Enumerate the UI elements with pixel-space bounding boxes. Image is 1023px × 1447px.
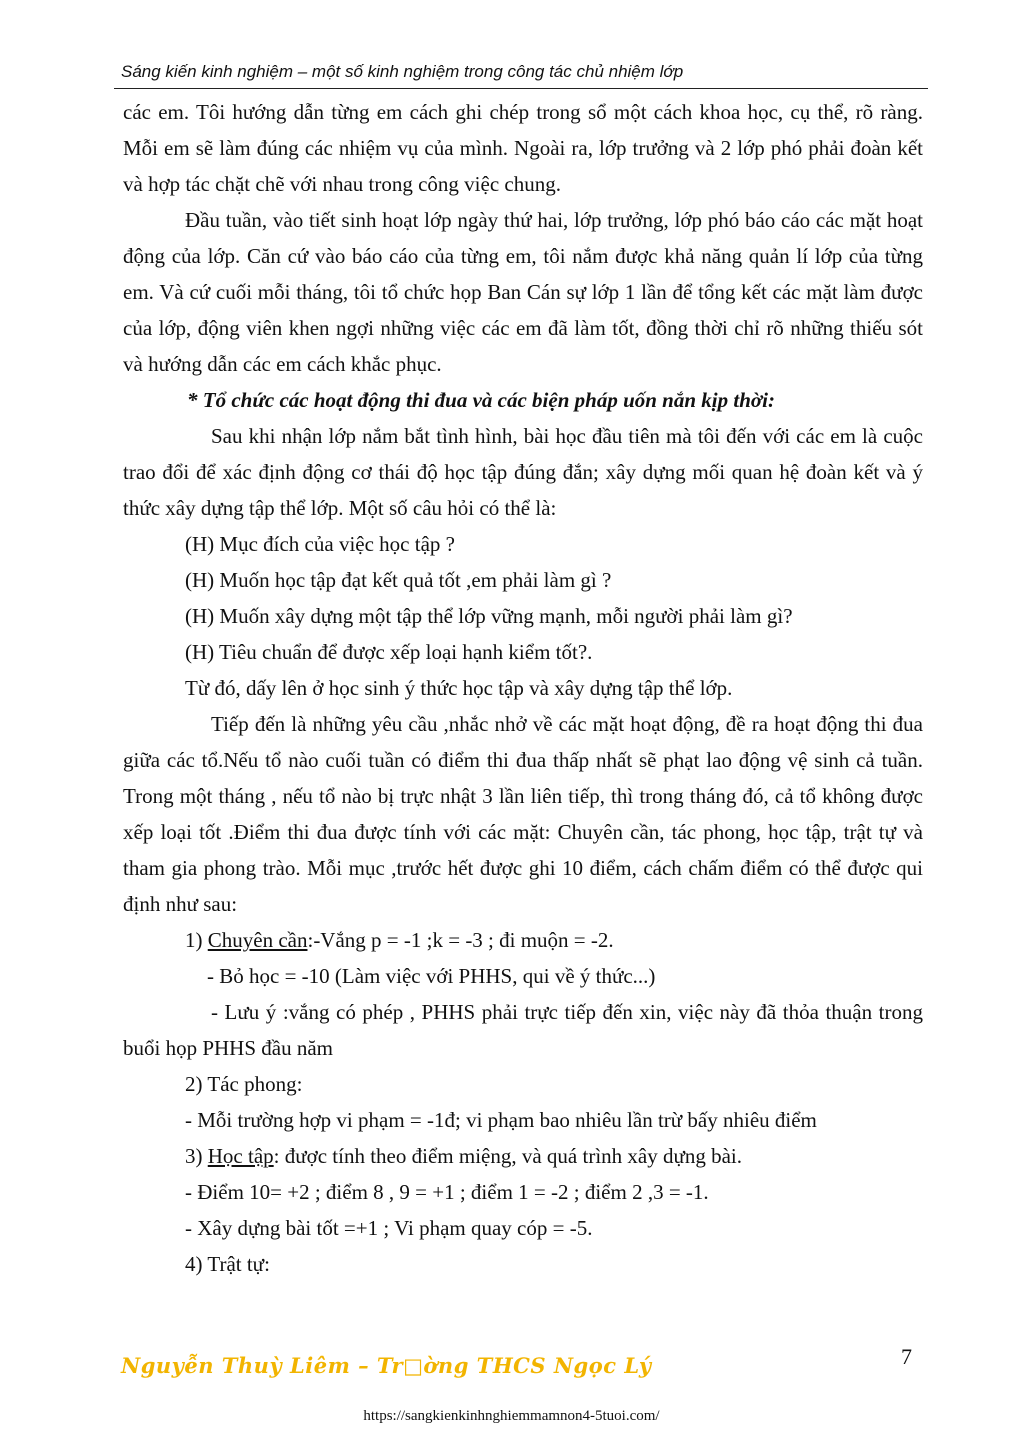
item-1-label: Chuyên cần [207,928,308,952]
paragraph-3: Sau khi nhận lớp nắm bắt tình hình, bài học đầu tiên mà tôi đến với các em là cuộc trao đổi để xác định động cơ thái độ học tập đúng đắn; xây dựng mối quan hệ đoàn kết và ý thức xây dựng tập thể lớp. Một số câu hỏi có thể là: [123,424,923,520]
page-header-title: Sáng kiến kinh nghiệm – một số kinh nghiệm trong công tác chủ nhiệm lớp [121,62,684,81]
paragraph-5: Tiếp đến là những yêu cầu ,nhắc nhở về các mặt hoạt động, đề ra hoạt động thi đua giữa các tổ.Nếu tổ nào cuối tuần có điểm thi đua thấp nhất sẽ phạt lao động vệ sinh cả tuần. Trong một tháng , nếu tổ nào bị trực nhật 3 lần liên tiếp, thì trong tháng đó, cả tổ không được xếp loại tốt .Điểm thi đua được tính với các mặt: Chuyên cần, tác phong, học tập, trật tự và tham gia phong trào. Mỗi mục ,trước hết được ghi 10 điểm, cách chấm điểm có thể được qui định như sau: [123,712,923,916]
footer-url[interactable]: https://sangkienkinhnghiemmamnon4-5tuoi.com/ [363,1408,660,1424]
question-3: (H) Muốn xây dựng một tập thể lớp vững mạnh, mỗi người phải làm gì? [185,604,793,628]
item-2: 2) Tác phong: [185,1072,303,1096]
item-3 [123,1138,923,1174]
author-signature: Nguyễn Thuỳ Liêm – Tr□ờng THCS Ngọc Lý [121,1353,652,1378]
paragraph-4: Từ đó, dấy lên ở học sinh ý thức học tập và xây dựng tập thể lớp. [185,676,733,700]
item-3-rest: : được tính theo điểm miệng, và quá trình xây dựng bài. [273,1144,743,1168]
item-1-number: 1) [185,928,208,952]
item-3-number: 3) [185,1144,208,1168]
question-4: (H) Tiêu chuẩn để được xếp loại hạnh kiểm tốt?. [185,640,593,664]
question-2: (H) Muốn học tập đạt kết quả tốt ,em phải làm gì ? [185,568,612,592]
paragraph-2: Đầu tuần, vào tiết sinh hoạt lớp ngày thứ hai, lớp trưởng, lớp phó báo cáo các mặt hoạt động của lớp. Căn cứ vào báo cáo của từng em, tôi nắm được khả năng quản lí lớp của từng em. Và cứ cuối mỗi tháng, tôi tổ chức họp Ban Cán sự lớp 1 lần để tổng kết các mặt làm được của lớp, động viên khen ngợi những việc các em đã làm tốt, đồng thời chỉ rõ những thiếu sót và hướng dẫn các em cách khắc phục. [123,208,923,376]
section-heading: * Tổ chức các hoạt động thi đua và các biện pháp uốn nắn kịp thời: [187,388,775,412]
header-divider [114,88,928,89]
paragraph-1: các em. Tôi hướng dẫn từng em cách ghi chép trong sổ một cách khoa học, cụ thể, rõ ràng. Mỗi em sẽ làm đúng các nhiệm vụ của mình. Ngoài ra, lớp trưởng và 2 lớp phó phải đoàn kết và hợp tác chặt chẽ với nhau trong công việc chung. [123,100,923,196]
item-2-a: - Mỗi trường hợp vi phạm = -1đ; vi phạm bao nhiêu lần trừ bấy nhiêu điểm [185,1108,817,1132]
item-1-rest: :-Vắng p = -1 ;k = -3 ; đi muộn = -2. [307,928,614,952]
item-1-c: - Lưu ý :vắng có phép , PHHS phải trực tiếp đến xin, việc này đã thỏa thuận trong buổi họp PHHS đầu năm [123,1000,923,1060]
item-1 [123,922,923,958]
item-3-b: - Xây dựng bài tốt =+1 ; Vi phạm quay cóp = -5. [185,1216,593,1240]
item-1-b: - Bỏ học = -10 (Làm việc với PHHS, qui về ý thức...) [207,964,656,988]
page-number: 7 [901,1344,912,1369]
item-3-a: - Điểm 10= +2 ; điểm 8 , 9 = +1 ; điểm 1 = -2 ; điểm 2 ,3 = -1. [185,1180,709,1204]
question-1: (H) Mục đích của việc học tập ? [185,532,455,556]
item-4: 4) Trật tự: [185,1252,270,1276]
document-body [123,94,923,1282]
item-3-label: Học tập [207,1144,274,1168]
